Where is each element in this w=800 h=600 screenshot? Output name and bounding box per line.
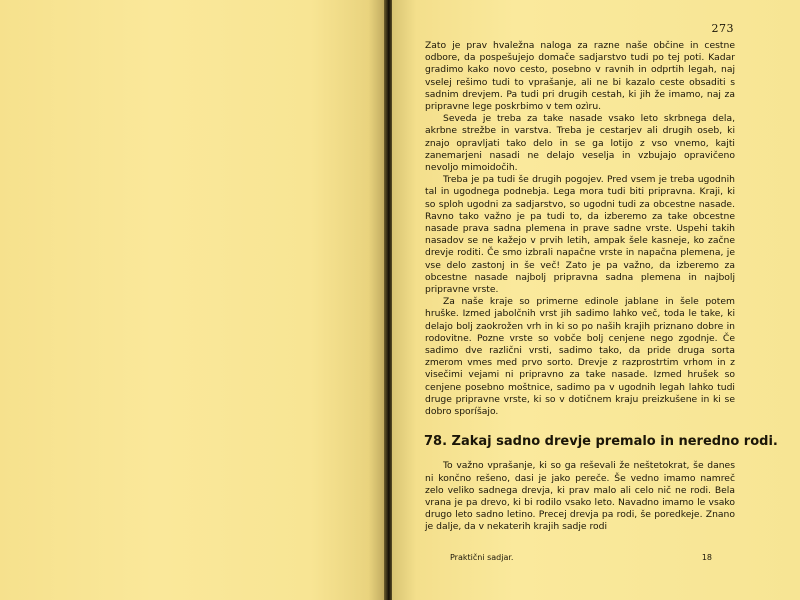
footer-book-title: Praktični sadjar. [450, 553, 514, 562]
paragraph: Zato je prav hvaležna naloga za razne naše občine in cestne odbore, da pospešujejo domače sadjarstvo tudi po tej poti. Kadar gradimo kako novo cesto, posebno v ravnih in odprtih legah, naj vselej rešimo tudi to vprašanje, ali ne bi kazalo ceste obsaditi s sadnim drevjem. Pa tudi pri drugih cestah, ki jih že imamo, naj za pripravne lege poskrbimo v tem ozìru. [425, 40, 735, 113]
page-body [424, 40, 778, 534]
section-heading: 78. Zakaj sadno drevje premalo in neredno rodi. [424, 434, 778, 450]
book-gutter [384, 0, 392, 600]
paragraph: Treba je pa tudi še drugih pogojev. Pred vsem je treba ugodnih tal in ugodnega podnebja. Lega mora tudi biti pripravna. Kraji, ki so sploh ugodni za sadjarstvo, so ugodni tudi za obcestne nasade. Ravno tako važno je pa tudi to, da izberemo za take obcestne nasade prava sadna plemena in prave sadne vrste. Uspehi takih nasadov se ne kažejo v prvih letih, ampak šele kasneje, ko začne drevje roditi. Če smo izbrali napačne vrste in napačna plemena, je vse delo zastonj in še več! Zato je pa važno, da izberemo za obcestne nasade najbolj pripravna sadna plemena in najbolj pripravne vrste. [425, 174, 735, 296]
section-paragraph: To važno vprašanje, ki so ga reševali že neštetokrat, še danes ni končno rešeno, dasi je jako pereče. Še vedno imamo namreč zelo veliko sadnega drevja, ki prav malo ali celo nič ne rodi. Bela vrana je pa drevo, ki bi rodilo vsako leto. Navadno imamo le vsako drugo leto sadno letino. Precej drevja pa rodi, še poredkeje. Znano je dalje, da v nekaterih krajih sadje rodi [425, 460, 735, 533]
paragraph: Za naše kraje so primerne edinole jablane in šele potem hruške. Izmed jabolčnih vrst jih sadimo lahko več, toda le take, ki delajo bolj zaokrožen vrh in ki so po naših krajih priznano dobre in rodovitne. Pozne vrste so vobče bolj cenjene nego zgodnje. Če sadimo dve različni vrsti, sadimo tako, da pride druga sorta zmerom vmes med prvo sorto. Drevje z razprostrtim vrhom in z visečimi vejami ni pripravno za take nasade. Izmed hrušek so cenjene posebno moštnice, sadimo pa v ugodnih legah lahko tudi druge pripravne vrste, ki so v dotičnem kraju preizkušene in ki se dobro sporíšajo. [425, 296, 735, 418]
page-number: 273 [711, 22, 734, 35]
left-page-blank [0, 0, 388, 600]
footer-signature-number: 18 [701, 553, 712, 562]
paragraph: Seveda je treba za take nasade vsako leto skrbnega dela, akrbne strežbe in varstva. Treba je cestarjev ali drugih oseb, ki znajo opravljati tako delo in se ga lotijo z vso vnemo, kajti zanemarjeni nasadi ne delajo veselja in vzbujajo opravičeno nevoljo mimoidočih. [425, 113, 735, 174]
